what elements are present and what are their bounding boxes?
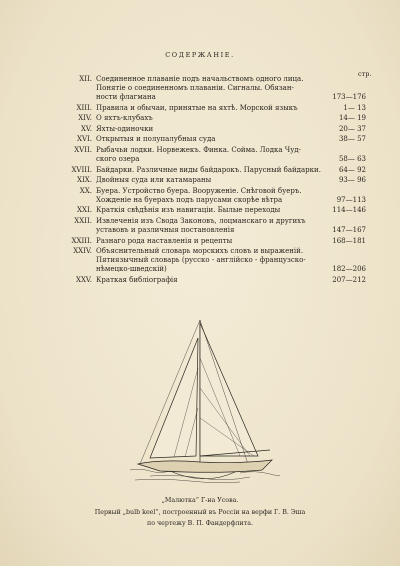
toc-entry-text: Правила и обычаи, принятые на яхтѣ. Морской языкъ <box>96 103 298 112</box>
toc-entry-number: XXV. <box>75 275 92 284</box>
toc-entry-text: Соединенное плаваніе подъ начальствомъ одного лица. <box>96 75 304 83</box>
toc-entry-text: уставовъ и различныя постановленія <box>96 225 235 234</box>
toc-entry-text: Извлеченія изъ Свода Законовъ, лоцманскаго и другихъ <box>96 216 306 225</box>
toc-entry-text: Хожденіе на буерахъ подъ парусами скорѣе вѣтра <box>96 195 283 204</box>
toc-entry-number: XXII. <box>74 216 92 225</box>
toc-entry-text: О яхтъ-клубахъ <box>96 114 153 123</box>
toc-entry-text: Яхты-одиночки <box>96 124 154 133</box>
toc-entry-text: Разнаго рода наставленія и рецепты <box>96 236 233 245</box>
toc-entry-number: XXI. <box>77 206 92 215</box>
toc-entry-text: Краткія свѣдѣнія изъ навигаціи. Былые переходы <box>96 206 281 215</box>
toc-entry-pages: 173—176 <box>332 93 366 102</box>
toc-entry-number: XX. <box>79 186 92 195</box>
toc-entry-text: Байдарки. Различные виды байдарокъ. Парусный байдарки. <box>96 165 321 174</box>
toc-entry-pages: 1— 13 <box>343 103 366 112</box>
toc-entry-number: XVII. <box>74 145 92 154</box>
toc-entry-number: XIX. <box>77 176 92 185</box>
sailboat-illustration <box>130 318 280 488</box>
mainsail <box>200 323 258 456</box>
toc-entry-pages: 97—113 <box>336 195 366 204</box>
toc-entry-number: XVI. <box>76 135 92 144</box>
toc-entry-text: ского озера <box>96 155 140 164</box>
toc-entry-pages: 182—206 <box>332 265 366 274</box>
illustration-caption-line-1: Первый „bulb keel“, построенный въ Россіи на верфи Г. В. Эша <box>94 509 306 516</box>
toc-entry-pages: 114—146 <box>332 206 366 215</box>
hull <box>138 460 272 472</box>
toc-entry-pages: 38— 57 <box>338 135 366 144</box>
toc-entry-text: Буера. Устройство буера. Вооруженіе. Снѣговой буеръ. <box>96 186 302 195</box>
toc-entry-text: Открытыя и полупалубныя суда <box>96 135 216 144</box>
toc-entry-pages: 64— 92 <box>338 165 366 174</box>
toc-entry-number: XXIV. <box>73 247 92 255</box>
toc-entry-number: XXIII. <box>71 236 92 245</box>
toc-entry-text: Объяснительный словарь морскихъ словъ и выраженій. <box>96 247 304 255</box>
illustration-caption-title: „Малютка“ Г-на Усова. <box>161 497 239 504</box>
toc-entry-number: XII. <box>79 75 92 83</box>
toc-entry-text: Двойныя суда или катамараны <box>96 176 212 185</box>
illustration-caption-line-2: по чертежу В. П. Фандерфлита. <box>147 520 253 527</box>
jib-sail <box>150 338 198 458</box>
toc-entry-pages: 168—181 <box>332 236 366 245</box>
toc-entry-number: XIV. <box>78 114 92 123</box>
toc-entry-text: Пятиязычный словарь (русско - англійско - французско- <box>96 256 306 265</box>
toc-entry-number: XV. <box>80 124 92 133</box>
toc-entry-pages: 14— 19 <box>338 114 366 123</box>
toc-entry-text: Понятіе о соединенномъ плаваніи. Сигналы. Обязан- <box>96 84 294 93</box>
page-title: СОДЕРЖАНІЕ. <box>165 51 235 59</box>
toc-entry-pages: 147—167 <box>332 225 366 234</box>
page-column-header: стр. <box>358 70 372 78</box>
toc-entry-text: Рыбачьи лодки. Норвежекъ. Финка. Сойма. Лодка Чуд- <box>96 145 301 154</box>
toc-entry-pages: 207—212 <box>332 275 366 284</box>
toc-entry-text: Краткая библіографія <box>96 275 178 284</box>
toc-entry-pages: 20— 37 <box>338 124 366 133</box>
toc-entry-number: XVIII. <box>71 165 92 174</box>
toc-entry-pages: 93— 96 <box>338 176 366 185</box>
toc-entry-text: нѣмецко-шведскій) <box>96 265 167 274</box>
toc-entry-text: ности флагмана <box>96 93 156 102</box>
toc-entry-number: XIII. <box>76 103 92 112</box>
toc-entry-pages: 58— 63 <box>338 155 366 164</box>
